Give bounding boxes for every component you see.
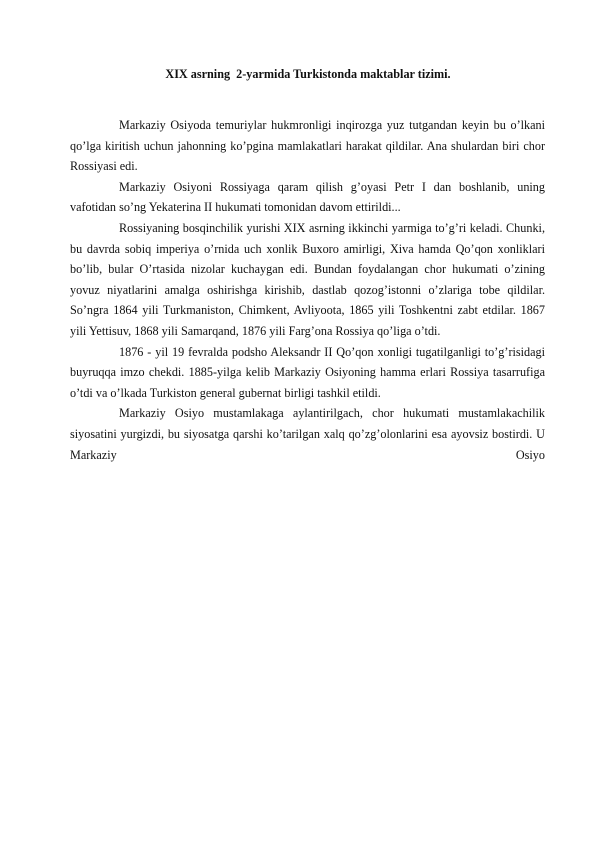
paragraph-3: Rossiyaning bosqinchilik yurishi XIX asrning ikkinchi yarmiga to’g’ri keladi. Chunki, bu davrda sobiq imperiya o’rnida uch xonlik Buxoro amirligi, Xiva hamda Qo’qon xonliklari bo’lib, bular O’rtasida nizolar kuchaygan edi. Bundan foydalangan chor hukumati o’zining yovuz niyatlarini amalga oshirishga kirishib, dastlab qozog’istonni o’zlariga tobe qildilar. So’ngra 1864 yili Turkmaniston, Chimkent, Avliyoota, 1865 yili Toshkentni zabt etdilar. 1867 yili Yettisuv, 1868 yili Samarqand, 1876 yili Farg’ona Rossiya qo’liga o’tdi. xyxy=(70,220,545,338)
document-title: XIX asrning 2-yarmida Turkistonda maktablar tizimi. xyxy=(165,67,451,81)
paragraph-5: Markaziy Osiyo mustamlakaga aylantirilgach, chor hukumati mustamlakachilik siyosatini yurgizdi, bu siyosatga qarshi ko’tarilgan xalq qo’zg’olonlarini esa ayovsiz bostirdi. U Markaziy Osiyo xyxy=(70,406,545,462)
document-body xyxy=(70,115,545,465)
paragraph-4: 1876 - yil 19 fevralda podsho Aleksandr II Qo’qon xonligi tugatilganligi to’g’risidagi buyruqqa imzo chekdi. 1885-yilga kelib Markaziy Osiyoning hamma erlari Rossiya tasarrufiga o’tdi va o’lkada Turkiston general gubernat birligi tashkil etildi. xyxy=(70,344,545,400)
paragraph-2: Markaziy Osiyoni Rossiyaga qaram qilish g’oyasi Petr I dan boshlanib, uning vafotidan so’ng Yekaterina II hukumati tomonidan davom ettirildi... xyxy=(70,179,545,215)
paragraph-1: Markaziy Osiyoda temuriylar hukmronligi inqirozga yuz tutgandan keyin bu o’lkani qo’lga kiritish uchun jahonning ko’pgina mamlakatlari harakat qildilar. Ana shulardan biri chor Rossiyasi edi. xyxy=(70,118,545,174)
